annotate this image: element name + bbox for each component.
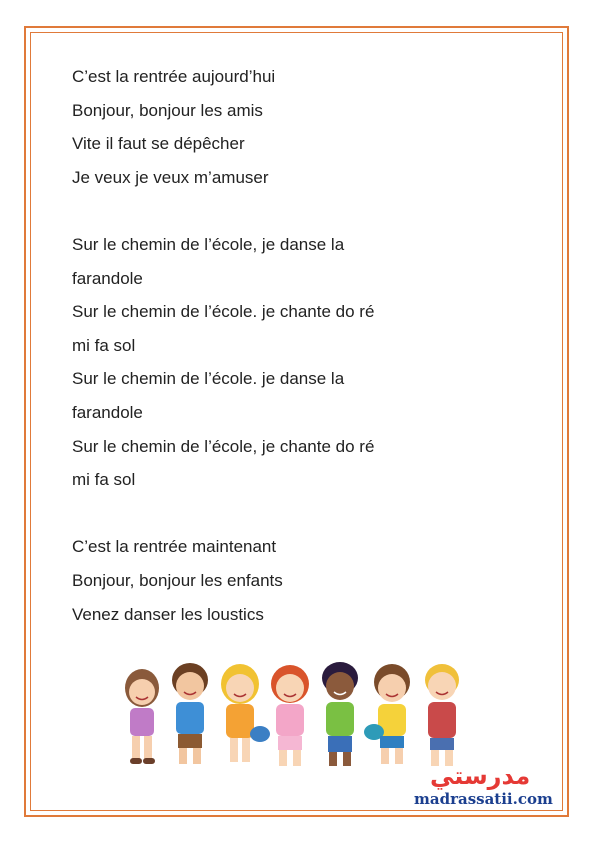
poem-line: farandole bbox=[72, 402, 143, 422]
poem-line: mi fa sol bbox=[72, 335, 136, 355]
poem-line: Sur le chemin de l’école, je danse la bbox=[72, 234, 345, 254]
poem-line: farandole bbox=[72, 268, 143, 288]
stanza-gap bbox=[72, 497, 472, 531]
child-figure bbox=[172, 663, 208, 764]
child-figure bbox=[221, 664, 270, 762]
poem-line: Bonjour, bonjour les amis bbox=[72, 100, 263, 120]
brand-website: madrassatii.com bbox=[414, 790, 553, 808]
poem-line: C’est la rentrée maintenant bbox=[72, 537, 277, 557]
poem-line: Sur le chemin de l’école, je chante do ré bbox=[72, 436, 375, 456]
child-figure bbox=[425, 664, 459, 766]
poem-line: Venez danser les loustics bbox=[72, 604, 264, 624]
poem-line: Sur le chemin de l’école. je chante do ré bbox=[72, 302, 375, 322]
poem-line: Sur le chemin de l’école. je danse la bbox=[72, 369, 345, 389]
child-figure bbox=[364, 664, 410, 764]
poem-line: Je veux je veux m’amuser bbox=[72, 167, 269, 187]
poem-line: Bonjour, bonjour les enfants bbox=[72, 570, 283, 590]
child-figure bbox=[125, 669, 159, 764]
children-illustration bbox=[112, 650, 482, 780]
stanza-gap bbox=[72, 194, 472, 228]
poem-line: mi fa sol bbox=[72, 470, 136, 490]
child-figure bbox=[322, 662, 358, 766]
poem-line: Vite il faut se dépêcher bbox=[72, 134, 245, 154]
poem bbox=[72, 60, 472, 631]
brand-logo-arabic: مدرستي bbox=[430, 762, 531, 790]
child-figure bbox=[271, 665, 309, 766]
poem-line: C’est la rentrée aujourd’hui bbox=[72, 67, 276, 86]
